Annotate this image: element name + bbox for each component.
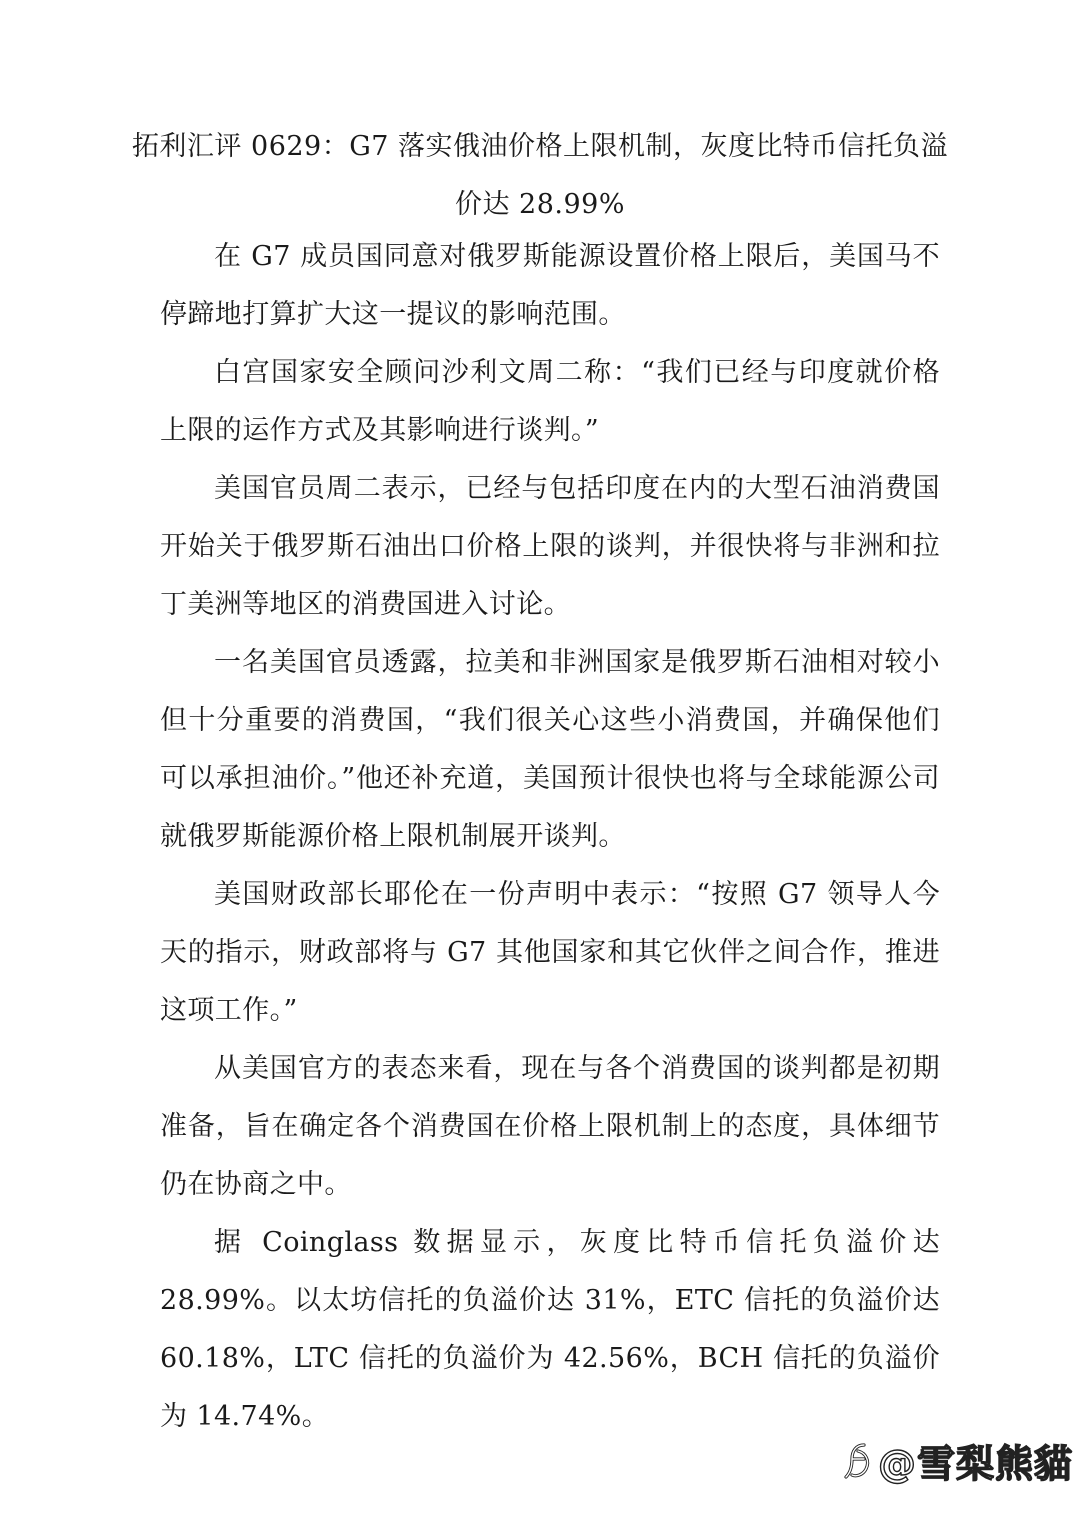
xueqiu-logo-icon [842,1441,876,1481]
paragraph-1: 在 G7 成员国同意对俄罗斯能源设置价格上限后，美国马不停蹄地打算扩大这一提议的影响范围。 [160,241,940,330]
watermark [842,1433,1073,1488]
document-title: 拓利汇评 0629：G7 落实俄油价格上限机制，灰度比特币信托负溢价达 28.99% [131,131,949,220]
paragraph-5: 美国财政部长耶伦在一份声明中表示：“按照 G7 领导人今天的指示，财政部将与 G7 其他国家和其它伙伴之间合作，推进这项工作。” [160,879,940,1026]
watermark-text: @雪梨熊貓 [877,1442,1073,1486]
paragraph-2: 白宫国家安全顾问沙利文周二称：“我们已经与印度就价格上限的运作方式及其影响进行谈判。” [160,357,940,446]
paragraph-6: 从美国官方的表态来看，现在与各个消费国的谈判都是初期准备，旨在确定各个消费国在价格上限机制上的态度，具体细节仍在协商之中。 [160,1053,940,1200]
paragraph-3: 美国官员周二表示，已经与包括印度在内的大型石油消费国开始关于俄罗斯石油出口价格上限的谈判，并很快将与非洲和拉丁美洲等地区的消费国进入讨论。 [160,473,940,620]
paragraph-4: 一名美国官员透露，拉美和非洲国家是俄罗斯石油相对较小但十分重要的消费国，“我们很关心这些小消费国，并确保他们可以承担油价。”他还补充道，美国预计很快也将与全球能源公司就俄罗斯能源价格上限机制展开谈判。 [160,647,940,852]
document-body [160,228,940,1446]
paragraph-7: 据 Coinglass 数据显示，灰度比特币信托负溢价达 28.99%。以太坊信托的负溢价达 31%，ETC 信托的负溢价达 60.18%，LTC 信托的负溢价为 42.56%，BCH 信托的负溢价为 14.74%。 [160,1227,940,1432]
